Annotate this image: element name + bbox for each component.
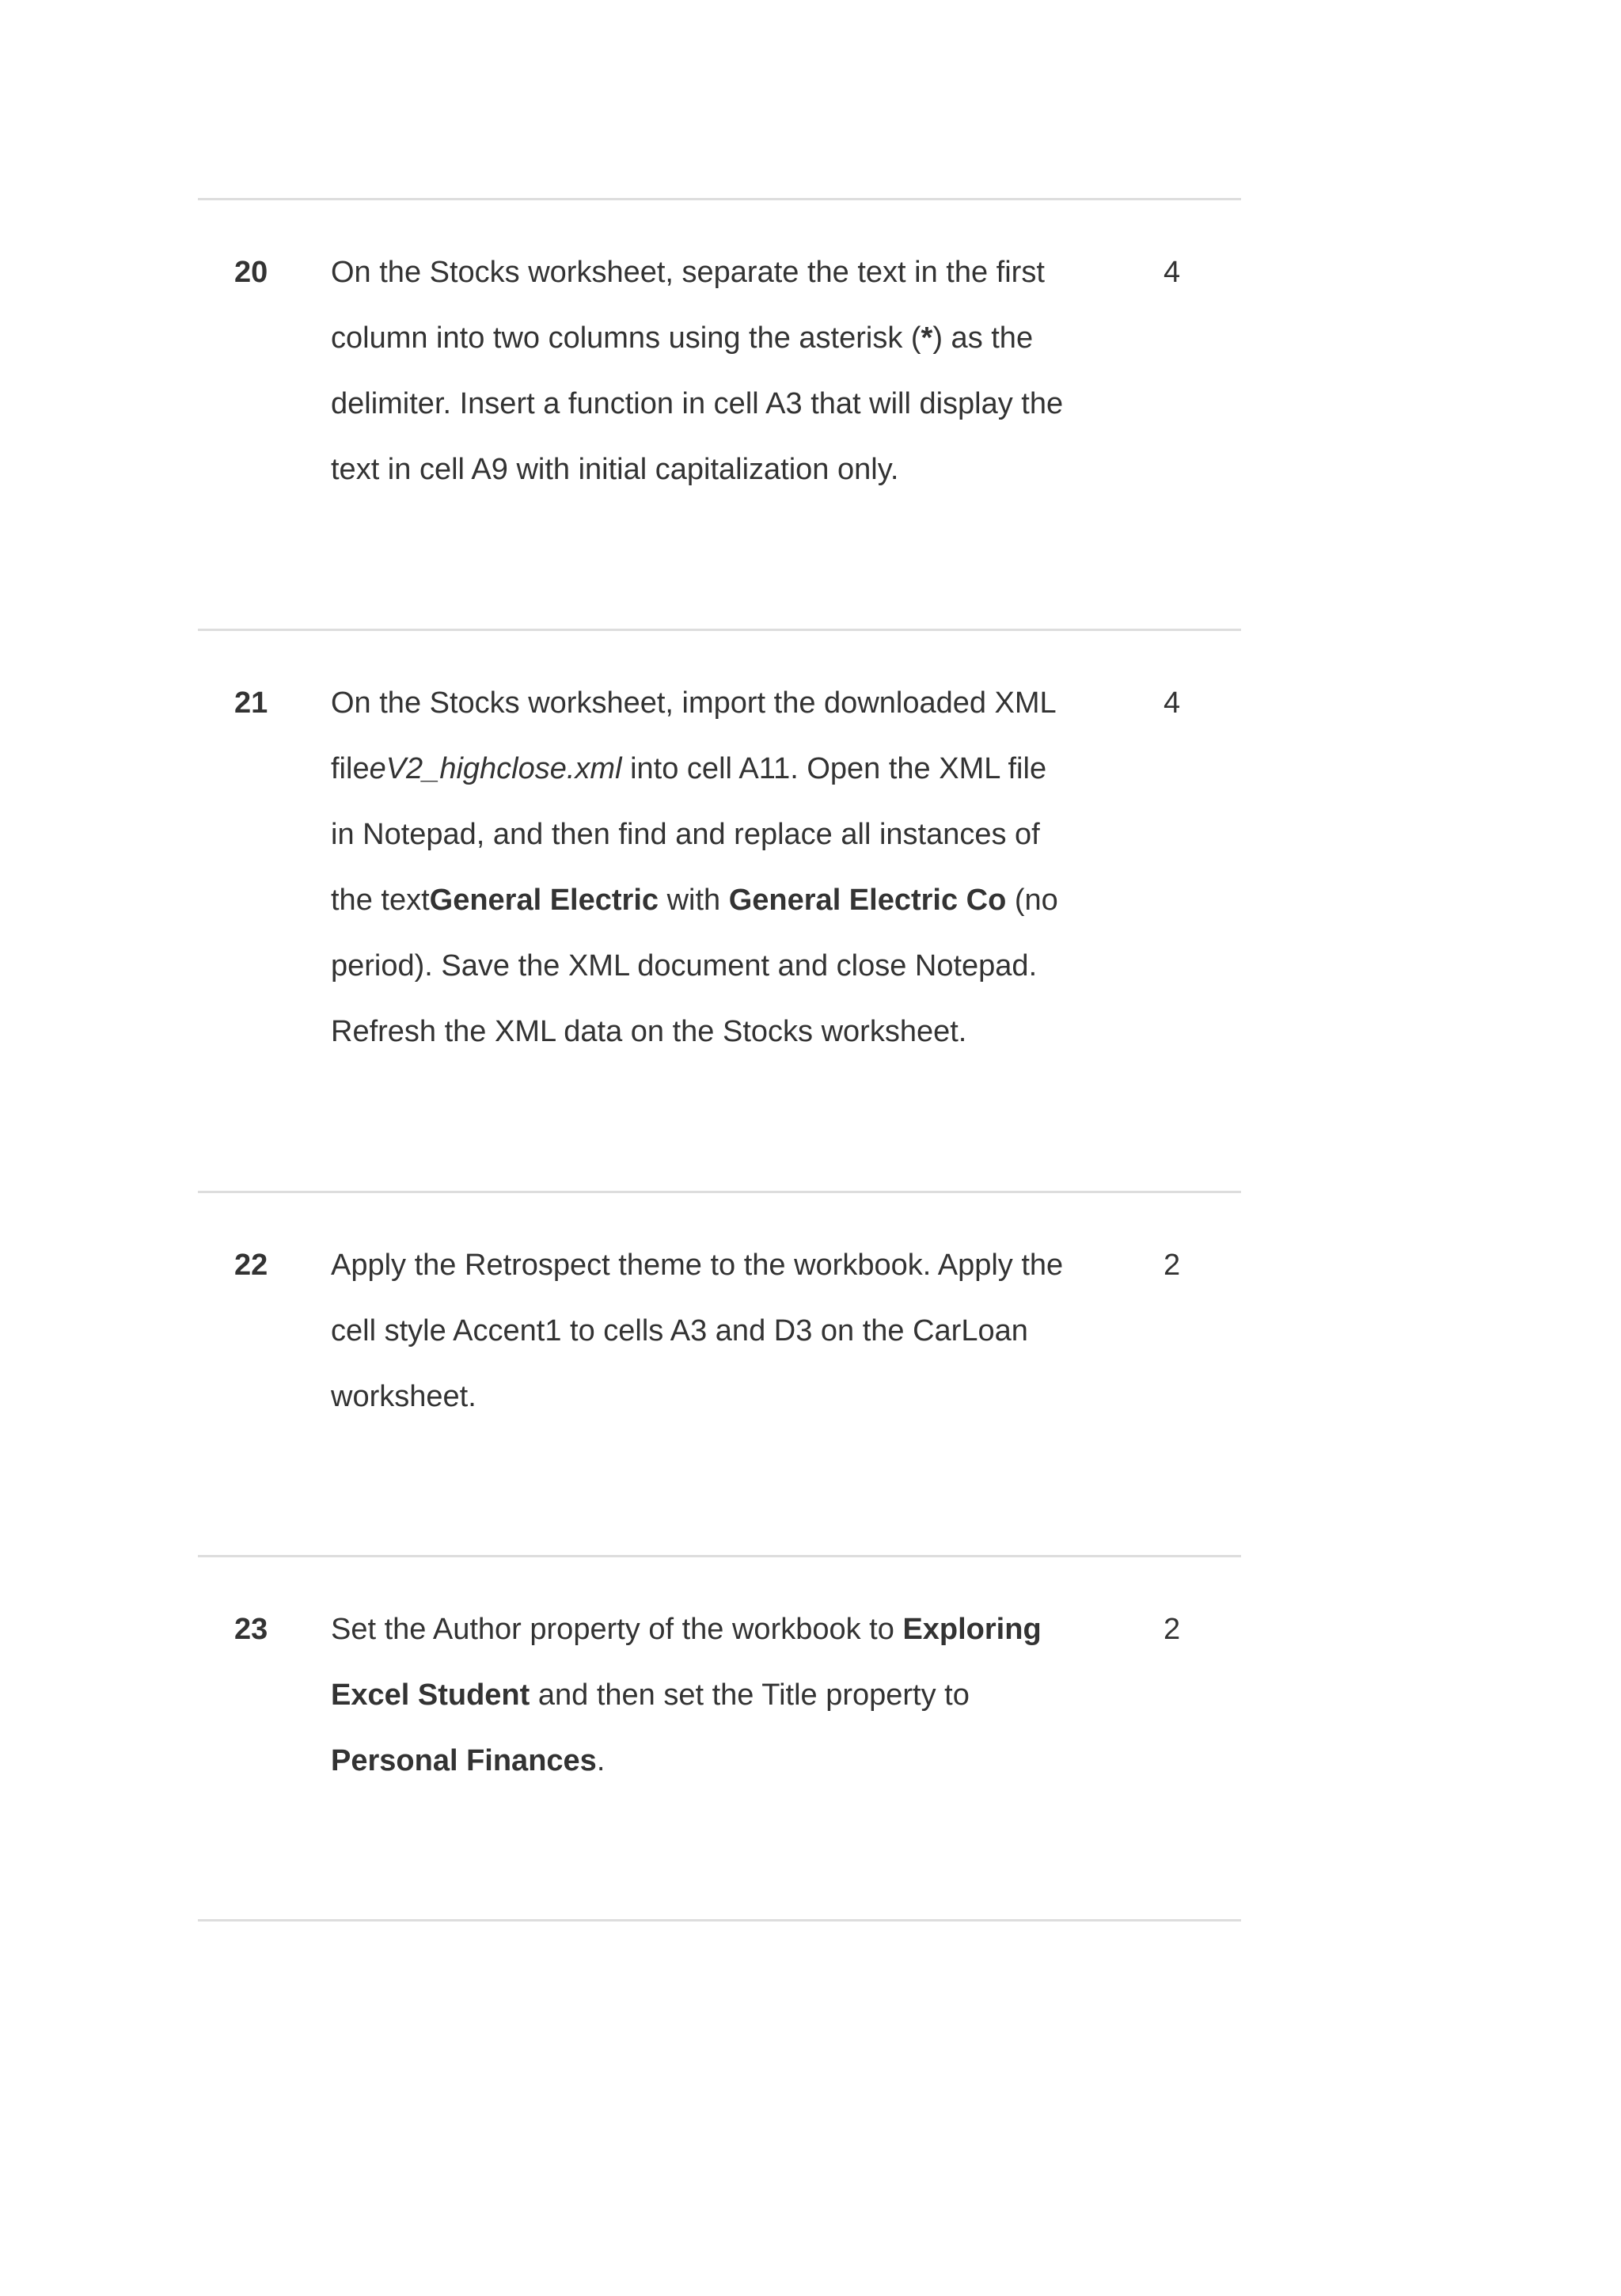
step-row-21 xyxy=(198,631,1241,1193)
bold-text: Personal Finances xyxy=(331,1744,597,1777)
instruction-line: the textGeneral Electric with General Electric Co (no xyxy=(331,884,1058,917)
step-row-23 xyxy=(198,1557,1241,1922)
bold-text: Excel Student xyxy=(331,1678,530,1712)
instruction-line: On the Stocks worksheet, import the downloaded XML xyxy=(331,686,1057,720)
step-points: 4 xyxy=(1164,256,1181,289)
instruction-line: worksheet. xyxy=(331,1380,476,1413)
step-number: 21 xyxy=(234,686,268,720)
instruction-line: cell style Accent1 to cells A3 and D3 on the CarLoan xyxy=(331,1314,1028,1348)
instruction-line: Excel Student and then set the Title property to xyxy=(331,1678,970,1712)
steps-table xyxy=(198,198,1241,1922)
step-row-20 xyxy=(198,200,1241,631)
instruction-line: Refresh the XML data on the Stocks worksheet. xyxy=(331,1015,967,1048)
instruction-line: Set the Author property of the workbook to Exploring xyxy=(331,1613,1042,1646)
step-number: 20 xyxy=(234,256,268,289)
step-number: 22 xyxy=(234,1249,268,1282)
instruction-line: On the Stocks worksheet, separate the text in the first xyxy=(331,256,1045,289)
italic-filename: eV2_highclose.xml xyxy=(369,752,622,785)
instruction-line: Apply the Retrospect theme to the workbook. Apply the xyxy=(331,1249,1064,1282)
bold-text: General Electric Co xyxy=(728,884,1007,917)
instruction-line: delimiter. Insert a function in cell A3 that will display the xyxy=(331,387,1064,420)
bold-text: * xyxy=(921,321,933,355)
step-number: 23 xyxy=(234,1613,268,1646)
instruction-line: text in cell A9 with initial capitalization only. xyxy=(331,453,899,486)
step-instructions xyxy=(331,1233,1107,1430)
instruction-line: fileeV2_highclose.xml into cell A11. Open the XML file xyxy=(331,752,1047,785)
step-instructions xyxy=(331,671,1107,1065)
step-row-22 xyxy=(198,1193,1241,1557)
instruction-line: period). Save the XML document and close Notepad. xyxy=(331,949,1038,983)
step-points: 2 xyxy=(1164,1249,1181,1282)
step-points: 4 xyxy=(1164,686,1181,720)
step-instructions xyxy=(331,240,1107,503)
step-instructions xyxy=(331,1597,1107,1794)
bold-text: Exploring xyxy=(902,1613,1042,1646)
instruction-line: in Notepad, and then find and replace all instances of xyxy=(331,818,1040,851)
step-points: 2 xyxy=(1164,1613,1181,1646)
instruction-line: Personal Finances. xyxy=(331,1744,606,1777)
instruction-line: column into two columns using the asterisk (*) as the xyxy=(331,321,1034,355)
bold-text: General Electric xyxy=(429,884,659,917)
